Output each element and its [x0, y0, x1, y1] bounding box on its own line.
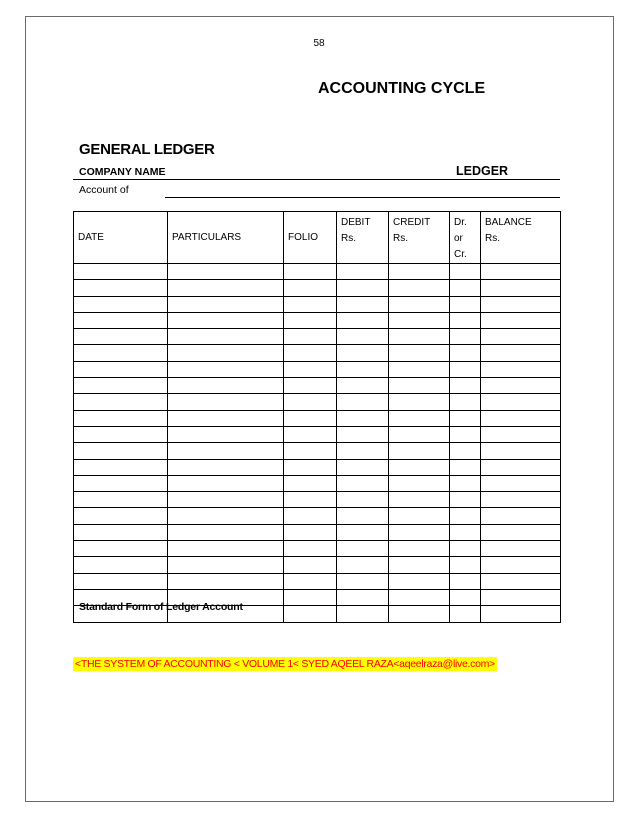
account-of-field-line [165, 197, 560, 198]
table-cell [481, 329, 561, 345]
ledger-heading: GENERAL LEDGER [79, 141, 215, 158]
table-cell [284, 459, 337, 475]
table-cell [168, 508, 284, 524]
table-cell [168, 296, 284, 312]
table-cell [337, 492, 389, 508]
table-cell [337, 557, 389, 573]
table-cell [74, 345, 168, 361]
table-cell [450, 312, 481, 328]
table-cell [284, 508, 337, 524]
table-cell [450, 557, 481, 573]
table-cell [481, 264, 561, 280]
table-cell [337, 541, 389, 557]
ledger-label: LEDGER [456, 164, 509, 178]
table-cell [284, 557, 337, 573]
table-cell [284, 280, 337, 296]
table-cell [481, 280, 561, 296]
table-cell [284, 524, 337, 540]
table-cell [389, 524, 450, 540]
table-cell [450, 410, 481, 426]
table-cell [481, 557, 561, 573]
table-cell [389, 492, 450, 508]
table-cell [389, 329, 450, 345]
table-cell [74, 508, 168, 524]
table-cell [450, 508, 481, 524]
table-cell [389, 573, 450, 589]
table-row [74, 312, 561, 328]
table-cell [389, 264, 450, 280]
table-cell [389, 589, 450, 605]
table-cell [74, 329, 168, 345]
table-cell [389, 459, 450, 475]
table-cell [337, 345, 389, 361]
table-row [74, 410, 561, 426]
table-cell [389, 475, 450, 491]
table-cell [450, 264, 481, 280]
table-cell [481, 443, 561, 459]
table-cell [284, 426, 337, 442]
column-header-debit [337, 212, 389, 264]
table-cell [168, 459, 284, 475]
table-cell [450, 296, 481, 312]
table-row [74, 492, 561, 508]
table-cell [337, 606, 389, 622]
column-header-particulars: PARTICULARS [168, 212, 284, 264]
table-cell [337, 264, 389, 280]
table-header-row [74, 212, 561, 264]
table-cell [168, 557, 284, 573]
table-cell [337, 573, 389, 589]
table-cell [481, 573, 561, 589]
table-row [74, 426, 561, 442]
table-cell [337, 410, 389, 426]
table-cell [168, 312, 284, 328]
table-cell [74, 541, 168, 557]
table-row [74, 508, 561, 524]
table-cell [389, 312, 450, 328]
table-cell [337, 459, 389, 475]
table-cell [337, 589, 389, 605]
table-cell [481, 459, 561, 475]
table-cell [450, 378, 481, 394]
table-cell [74, 426, 168, 442]
table-cell [284, 345, 337, 361]
table-cell [481, 361, 561, 377]
table-cell [337, 443, 389, 459]
table-cell [450, 280, 481, 296]
table-cell [337, 394, 389, 410]
table-cell [284, 378, 337, 394]
table-row [74, 296, 561, 312]
table-cell [337, 508, 389, 524]
table-cell [168, 443, 284, 459]
table-cell [450, 443, 481, 459]
header-line: Cr. [454, 249, 467, 260]
table-cell [337, 361, 389, 377]
table-cell [450, 606, 481, 622]
table-cell [389, 606, 450, 622]
table-cell [450, 329, 481, 345]
table-cell [74, 573, 168, 589]
table-row [74, 557, 561, 573]
table-cell [481, 589, 561, 605]
table-cell [74, 280, 168, 296]
table-cell [481, 541, 561, 557]
table-cell [284, 443, 337, 459]
table-cell [74, 394, 168, 410]
table-cell [74, 264, 168, 280]
table-cell [337, 296, 389, 312]
table-cell [168, 280, 284, 296]
table-cell [450, 361, 481, 377]
table-cell [389, 394, 450, 410]
header-line: Rs. [393, 233, 408, 244]
table-cell [389, 378, 450, 394]
table-cell [74, 361, 168, 377]
table-cell [450, 459, 481, 475]
column-header-balance [481, 212, 561, 264]
table-cell [337, 426, 389, 442]
company-name-field-line [73, 179, 560, 180]
table-cell [337, 329, 389, 345]
table-caption: Standard Form of Ledger Account [79, 601, 243, 613]
table-cell [389, 557, 450, 573]
table-cell [74, 475, 168, 491]
ledger-table-body [74, 264, 561, 623]
header-line: CREDIT [393, 217, 431, 228]
table-row [74, 280, 561, 296]
table-cell [168, 524, 284, 540]
ledger-table [73, 211, 561, 623]
table-row [74, 475, 561, 491]
table-cell [168, 378, 284, 394]
table-cell [168, 426, 284, 442]
table-cell [284, 573, 337, 589]
table-cell [284, 329, 337, 345]
table-cell [168, 573, 284, 589]
header-line: DEBIT [341, 217, 371, 228]
table-cell [168, 264, 284, 280]
table-cell [450, 492, 481, 508]
table-cell [450, 573, 481, 589]
table-cell [450, 426, 481, 442]
table-cell [168, 541, 284, 557]
page-title: ACCOUNTING CYCLE [318, 80, 486, 97]
table-cell [481, 378, 561, 394]
table-cell [168, 394, 284, 410]
table-cell [337, 280, 389, 296]
table-cell [284, 312, 337, 328]
table-row [74, 378, 561, 394]
table-row [74, 329, 561, 345]
table-cell [389, 443, 450, 459]
company-name-label: COMPANY NAME [79, 166, 166, 178]
table-row [74, 459, 561, 475]
table-row [74, 264, 561, 280]
table-cell [284, 606, 337, 622]
table-cell [168, 492, 284, 508]
table-cell [481, 524, 561, 540]
table-cell [450, 475, 481, 491]
table-cell [74, 296, 168, 312]
table-cell [450, 394, 481, 410]
account-of-label: Account of [79, 184, 129, 196]
header-line: Rs. [341, 233, 356, 244]
table-cell [481, 492, 561, 508]
table-cell [389, 280, 450, 296]
column-header-folio: FOLIO [284, 212, 337, 264]
table-cell [168, 329, 284, 345]
table-cell [389, 345, 450, 361]
table-row [74, 361, 561, 377]
table-cell [284, 394, 337, 410]
column-header-dr-or-cr [450, 212, 481, 264]
table-cell [74, 312, 168, 328]
table-cell [74, 492, 168, 508]
table-cell [337, 378, 389, 394]
table-cell [450, 524, 481, 540]
table-cell [74, 378, 168, 394]
table-cell [168, 361, 284, 377]
column-header-date: DATE [74, 212, 168, 264]
table-cell [284, 264, 337, 280]
table-cell [284, 296, 337, 312]
table-cell [389, 541, 450, 557]
table-cell [389, 410, 450, 426]
table-cell [389, 508, 450, 524]
table-row [74, 573, 561, 589]
table-cell [168, 410, 284, 426]
table-cell [481, 426, 561, 442]
table-cell [337, 524, 389, 540]
table-cell [74, 459, 168, 475]
table-cell [337, 312, 389, 328]
footer-banner: <THE SYSTEM OF ACCOUNTING < VOLUME 1< SYED AQEEL RAZA<aqeelraza@live.com> [75, 658, 495, 670]
table-row [74, 443, 561, 459]
table-cell [284, 492, 337, 508]
table-cell [337, 475, 389, 491]
table-cell [481, 475, 561, 491]
table-row [74, 394, 561, 410]
table-cell [481, 410, 561, 426]
table-cell [481, 345, 561, 361]
table-row [74, 345, 561, 361]
table-cell [284, 410, 337, 426]
table-cell [481, 312, 561, 328]
header-line: BALANCE [485, 217, 532, 228]
table-cell [389, 361, 450, 377]
table-cell [450, 541, 481, 557]
header-line: or [454, 233, 463, 244]
table-cell [481, 394, 561, 410]
header-line: Dr. [454, 217, 467, 228]
table-cell [450, 589, 481, 605]
header-line: Rs. [485, 233, 500, 244]
table-cell [284, 589, 337, 605]
page-number: 58 [313, 38, 325, 49]
table-cell [74, 443, 168, 459]
table-row [74, 524, 561, 540]
table-cell [389, 426, 450, 442]
table-cell [481, 296, 561, 312]
table-cell [284, 541, 337, 557]
table-cell [481, 606, 561, 622]
table-cell [74, 524, 168, 540]
table-cell [168, 475, 284, 491]
table-cell [74, 557, 168, 573]
table-cell [450, 345, 481, 361]
column-header-credit [389, 212, 450, 264]
table-cell [74, 410, 168, 426]
table-cell [284, 475, 337, 491]
table-cell [284, 361, 337, 377]
table-cell [168, 345, 284, 361]
table-row [74, 541, 561, 557]
table-cell [389, 296, 450, 312]
table-cell [481, 508, 561, 524]
